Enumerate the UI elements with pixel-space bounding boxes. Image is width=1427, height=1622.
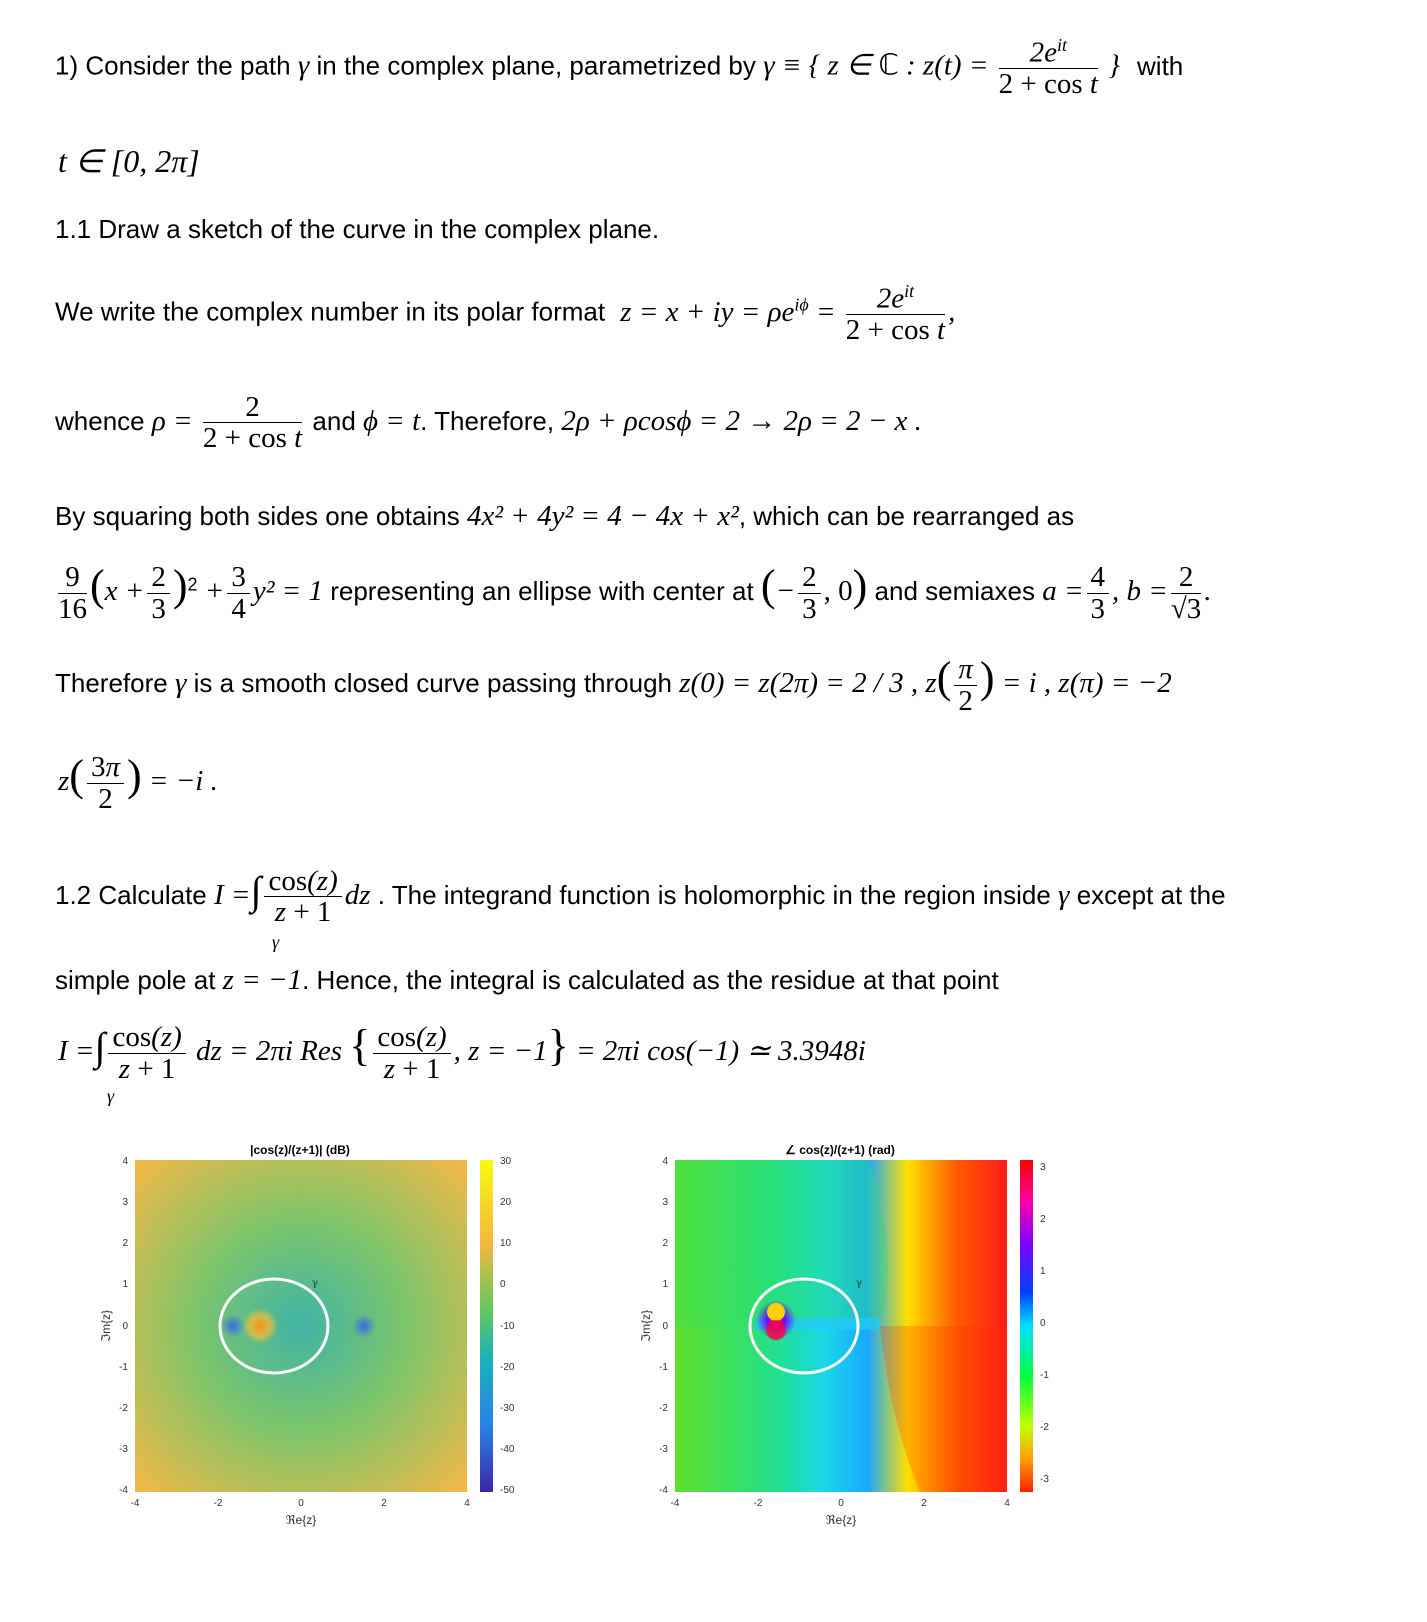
text: 1) Consider the path [55,50,291,81]
math: z(0) = z(2π) = 2 / 3 , [679,667,919,699]
colorbar-tick: 2 [1040,1214,1046,1225]
math: = i , z(π) = −2 [1001,667,1172,699]
y-tick: 0 [122,1321,128,1332]
q11-heading: 1.1 Draw a sketch of the curve in the complex plane. [55,214,660,244]
text: in the complex plane, parametrized by [316,50,756,81]
text: . The integrand function is holomorphic in the region inside [377,879,1051,910]
y-tick: -1 [659,1362,668,1373]
pole-lower [766,1320,786,1340]
text: is a smooth closed curve passing through [193,668,673,698]
text: By squaring both sides one obtains [55,501,460,531]
colorbar-tick: 20 [500,1197,512,1208]
colorbar-tick: -40 [500,1444,515,1455]
y-tick: 2 [662,1238,668,1249]
text: . Hence, the integral is calculated as the residue at that point [302,965,999,995]
text: We write the complex number in its polar format [55,296,606,327]
colorbar-tick: -10 [500,1321,515,1332]
colorbar-tick: -50 [500,1485,515,1496]
t-domain: t ∈ [0, 2π] [58,143,200,179]
zero-coldspot [352,1314,376,1338]
math: z = −1 [222,964,303,996]
last-point-line: z( $\frac{3\pi}{2}$ ) = −i . [58,751,218,815]
gamma-label: γ [856,1278,862,1289]
math: 2ρ + ρcosϕ = 2 → 2ρ = 2 − x . [561,404,922,437]
polar-line: We write the complex number in its polar format z = x + iy = $\rho e^{i\phi}$ = $\frac{2e^{it}}{\text{2 + cos t}}$ , [55,281,956,347]
colorbar-tick: 10 [500,1238,512,1249]
pole-hotspot [242,1308,278,1344]
gamma-fraction: $\frac{2e^{it}}{\text{2 + cos t}}$ [998,35,1098,101]
colorbar-tick: -1 [1040,1370,1049,1381]
y-tick: -4 [659,1485,668,1496]
text: representing an ellipse with center at [330,576,754,606]
x-tick: -2 [753,1498,763,1509]
colorbar [480,1160,493,1492]
x-axis-label: ℜe{z} [285,1513,317,1527]
colorbar-tick: -30 [500,1403,515,1414]
problem-1-statement: 1) Consider the path γ in the complex plane, parametrized by γ ≡ { z ∈ ℂ : z(t) = $\frac{2e^{it}}{\text{2 + cos t}}$ } with [55,35,1184,101]
plot-title: ∠ cos(z)/(z+1) (rad) [785,1143,895,1157]
whence-line: whence ρ = $\frac{2}{\text{2 + cos t}}$ and ϕ = t. Therefore, 2ρ + ρcosϕ = 2 → 2ρ = 2 − x . [55,391,922,455]
y-tick: 2 [122,1238,128,1249]
y-tick: 3 [662,1197,668,1208]
q12-line: 1.2 Calculate I =∫ $\frac{\cos(z)}{z + 1}$ dz . The integrand function is holomorphic in the region inside γ except at the [55,865,1226,929]
colorbar-tick: -3 [1040,1474,1049,1485]
final-equation: I =∫ $\frac{\cos(z)}{z + 1}$ dz = 2πi Res { $\frac{\cos(z)}{z + 1}$ , z = −1} = 2πi cos(−1) ≃ 3.3948i [58,1021,866,1085]
colorbar-tick: 30 [500,1156,512,1167]
heatmap-area [135,1160,467,1492]
phase-plot [620,1140,1080,1580]
y-axis-label: ℑm{z} [639,1309,653,1343]
y-tick: 3 [122,1197,128,1208]
pole-upper [767,1303,785,1321]
math: = 2πi cos(−1) ≃ 3.3948i [575,1035,866,1067]
y-tick: 1 [662,1279,668,1290]
x-tick: 2 [921,1498,927,1509]
y-tick: 1 [122,1279,128,1290]
phase-plot-svg [620,1140,1080,1580]
text: , which can be rearranged as [738,501,1075,531]
ellipse-line: $\frac{9}{16}$ (x + $\frac{2}{3}$ )$^2$ + $\frac{3}{4}$ y² = 1 representing an ellipse with center at (− $\frac{2}{3}$ , 0) and semiaxes a = $\frac{4}{3}$ , b = $\frac{2}{√3}$ . [58,561,1212,625]
plot-title: |cos(z)/(z+1)| (dB) [250,1143,350,1157]
zero-coldspot [221,1314,245,1338]
x-tick: 2 [381,1498,387,1509]
colorbar-tick: 3 [1040,1162,1046,1173]
colorbar-tick: -2 [1040,1422,1049,1433]
colorbar-tick: 1 [1040,1266,1046,1277]
math: ϕ = t [363,404,421,437]
magnitude-plot-svg [80,1140,540,1580]
x-tick: 4 [1004,1498,1010,1509]
y-tick: -4 [119,1485,128,1496]
x-tick: -4 [670,1498,680,1509]
squaring-line [55,500,1074,533]
y-tick: -2 [119,1403,128,1414]
text: with [1137,50,1184,81]
math: dz = 2πi Res [195,1035,343,1067]
simple-pole-line [55,964,999,997]
text: and [312,405,356,436]
text: . Therefore, [420,405,555,436]
gamma-subscript: γ [272,932,280,952]
text: 1.2 Calculate [55,879,207,910]
y-tick: 0 [662,1321,668,1332]
text: whence [55,405,145,436]
y-tick: 4 [662,1156,668,1167]
text: simple pole at [55,965,216,995]
magnitude-plot [80,1140,540,1580]
math: = −i . [148,765,218,797]
math: iϕ [794,293,809,314]
x-tick: 0 [298,1498,304,1509]
y-axis-label: ℑm{z} [99,1309,113,1343]
x-tick: -4 [130,1498,140,1509]
math: 4x² + 4y² = 4 − 4x + x² [466,500,739,532]
colorbar-tick: -20 [500,1362,515,1373]
y-tick: -3 [119,1444,128,1455]
x-tick: 0 [838,1498,844,1509]
x-axis-label: ℜe{z} [825,1513,857,1527]
colorbar-tick: 0 [500,1279,506,1290]
math: z = x + iy = ρe [620,295,795,328]
math: , z = −1 [453,1035,548,1067]
colorbar-tick: 0 [1040,1318,1046,1329]
text: Therefore [55,668,168,698]
x-tick: -2 [213,1498,223,1509]
colorbar [1020,1160,1033,1492]
text: and semiaxes [874,576,1035,606]
y-tick: 4 [122,1156,128,1167]
gamma-label: γ [312,1278,318,1289]
x-tick: 4 [464,1498,470,1509]
gamma-subscript: γ [107,1086,115,1106]
y-tick: -1 [119,1362,128,1373]
y-tick: -3 [659,1444,668,1455]
y-tick: -2 [659,1403,668,1414]
text: except at the [1076,879,1226,910]
closed-curve-line: Therefore γ is a smooth closed curve passing through z(0) = z(2π) = 2 / 3 , z( $\frac{\pi}{2}$ ) = i , z(π) = −2 [55,653,1172,717]
